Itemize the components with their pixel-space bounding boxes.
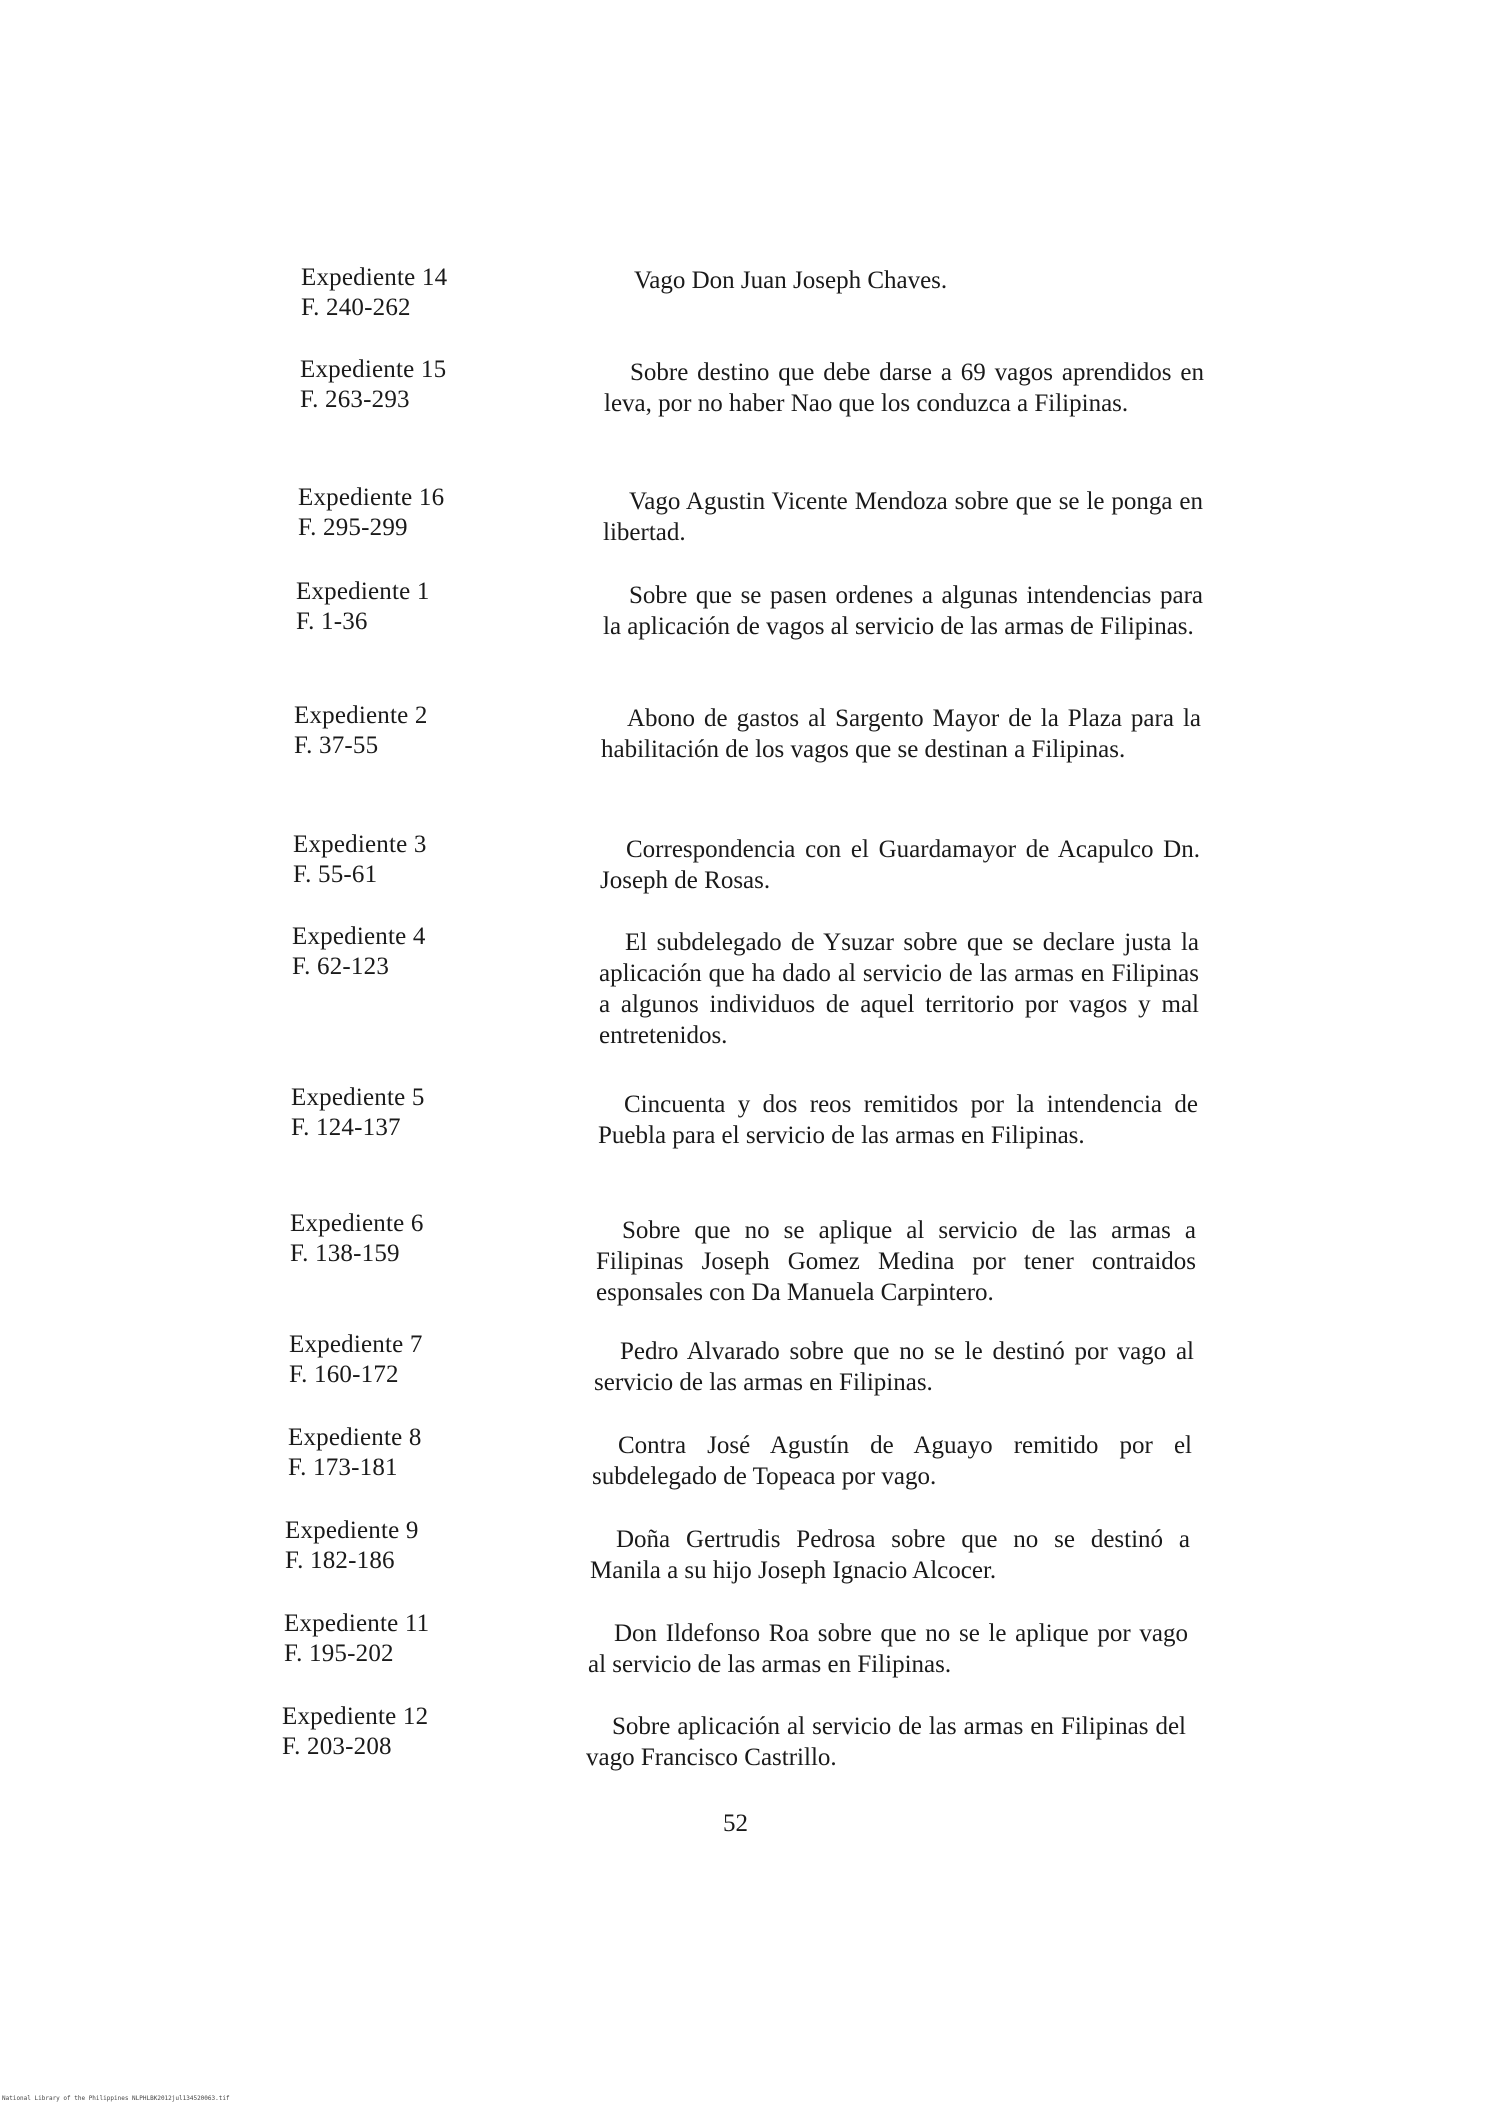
expediente-label: Expediente 4 [292,923,426,950]
entry-reference [294,701,534,761]
folio-range: F. 55-61 [293,861,378,888]
entry-description: Vago Don Juan Joseph Chaves. [634,267,948,294]
entry-description: Doña Gertrudis Pedrosa sobre que no se destinó a Manila a su hijo Joseph Ignacio Alcocer. [590,1526,1190,1584]
entry-reference [282,1702,522,1762]
folio-range: F. 160-172 [289,1361,399,1388]
expediente-label: Expediente 15 [300,356,447,383]
entry-description: Abono de gastos al Sargento Mayor de la Plaza para la habilitación de los vagos que se destinan a Filipinas. [601,705,1201,763]
entry-description: Sobre que no se aplique al servicio de las armas a Filipinas Joseph Gomez Medina por tener contraidos esponsales con Da Manuela Carpintero. [596,1217,1196,1306]
folio-range: F. 173-181 [288,1454,398,1481]
entry-reference [292,922,532,982]
entry-description: Correspondencia con el Guardamayor de Acapulco Dn. Joseph de Rosas. [600,836,1200,894]
entry-reference [296,577,536,637]
page-number: 52 [723,1810,748,1837]
entry-reference [288,1423,528,1483]
folio-range: F. 138-159 [290,1240,400,1267]
expediente-label: Expediente 14 [301,264,448,291]
expediente-label: Expediente 11 [284,1610,430,1637]
expediente-label: Expediente 3 [293,831,427,858]
expediente-label: Expediente 6 [290,1210,424,1237]
expediente-label: Expediente 8 [288,1424,422,1451]
entry-description: Pedro Alvarado sobre que no se le destinó por vago al servicio de las armas en Filipinas. [594,1338,1194,1396]
entry-description: Sobre aplicación al servicio de las armas en Filipinas del vago Francisco Castrillo. [586,1713,1186,1771]
entry-reference [291,1083,531,1143]
entry-description: Don Ildefonso Roa sobre que no se le aplique por vago al servicio de las armas en Filipinas. [588,1620,1188,1678]
expediente-label: Expediente 16 [298,484,445,511]
entry-reference [300,355,540,415]
expediente-label: Expediente 9 [285,1517,419,1544]
entry-reference [284,1609,524,1669]
entry-reference [290,1209,530,1269]
folio-range: F. 1-36 [296,608,368,635]
folio-range: F. 295-299 [298,514,408,541]
entry-reference [301,263,541,323]
entry-description: El subdelegado de Ysuzar sobre que se declare justa la aplicación que ha dado al servicio de las armas en Filipinas a algunos individuos de aquel territorio por vagos y mal entretenidos. [599,929,1199,1049]
folio-range: F. 240-262 [301,294,411,321]
entry-description: Cincuenta y dos reos remitidos por la intendencia de Puebla para el servicio de las armas en Filipinas. [598,1091,1198,1149]
entry-reference [289,1330,529,1390]
entry-description: Sobre destino que debe darse a 69 vagos aprendidos en leva, por no haber Nao que los conduzca a Filipinas. [604,359,1204,417]
folio-range: F. 182-186 [285,1547,395,1574]
folio-range: F. 203-208 [282,1733,392,1760]
expediente-label: Expediente 12 [282,1703,429,1730]
expediente-label: Expediente 2 [294,702,428,729]
folio-range: F. 124-137 [291,1114,401,1141]
expediente-label: Expediente 5 [291,1084,425,1111]
folio-range: F. 37-55 [294,732,379,759]
expediente-label: Expediente 7 [289,1331,423,1358]
folio-range: F. 195-202 [284,1640,394,1667]
entry-description: Vago Agustin Vicente Mendoza sobre que se le ponga en libertad. [603,488,1203,546]
scan-footer-note: National Library of the Philippines NLPHLBK2012jul134520063.tif [2,2095,230,2102]
entry-reference [298,483,538,543]
entry-reference [293,830,533,890]
entry-description: Contra José Agustín de Aguayo remitido por el subdelegado de Topeaca por vago. [592,1432,1192,1490]
expediente-label: Expediente 1 [296,578,430,605]
entry-reference [285,1516,525,1576]
folio-range: F. 263-293 [300,386,410,413]
entry-description: Sobre que se pasen ordenes a algunas intendencias para la aplicación de vagos al servicio de las armas de Filipinas. [603,582,1203,640]
folio-range: F. 62-123 [292,953,390,980]
